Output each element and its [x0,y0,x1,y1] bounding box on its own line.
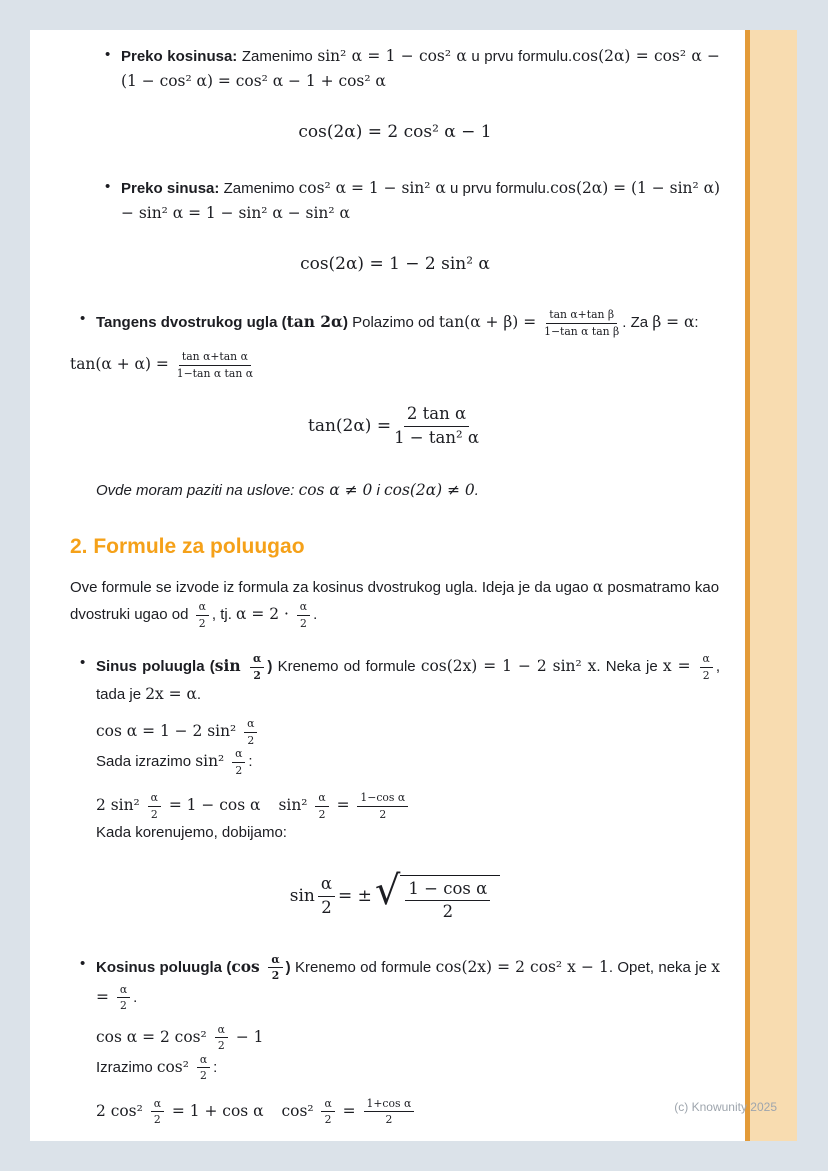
fraction-denominator: 2 [150,807,158,821]
math-run: cos² [156,1057,194,1076]
fraction-numerator: α [196,600,209,615]
fraction-denominator: 2 [120,999,127,1013]
fraction-numerator: α [117,983,130,998]
fraction-numerator: α [321,1097,334,1112]
fraction-denominator: 2 [299,616,307,630]
text-run: , tj. [211,606,237,624]
math-run: cos α = 1 − 2 sin² [96,722,242,741]
math-run: x = [96,957,720,1006]
fraction-numerator: α [250,652,264,667]
text-run: Zamenimo [219,180,299,198]
fraction-denominator: 2 [321,897,332,917]
math-run: cos(2x) = 2 cos² x − 1 [435,957,609,976]
bold-text-run: ) [267,658,273,676]
math-run: α [592,577,604,596]
math-run: 2x = α [145,685,197,704]
math-run: cos(2α) = cos² α − (1 − cos² α) = cos² α − 1 + cos² α [121,47,720,91]
fraction [318,874,335,918]
sin-derivation-group-2 [96,791,720,845]
derivation-line [96,791,720,821]
fraction-denominator: 2 [379,807,387,821]
fraction-denominator: 2 [247,733,255,747]
text-run: . [133,988,138,1006]
fraction [148,791,161,821]
derivation-line [96,717,720,747]
tan-derivation-line [70,350,720,380]
text-run: Krenemo od formule [272,658,421,676]
derivation-line [96,1023,720,1053]
text-run: . Opet, neka je [608,958,712,976]
formula-sin-half-angle [70,867,720,923]
math-run: 2 cos² [96,1101,148,1120]
text-run: Kada korenujemo, dobijamo: [96,824,287,842]
math-run: sin² α = 1 − cos² α [317,47,467,65]
fraction [394,404,479,448]
bold-text-run: ) [285,958,291,976]
text-run: . Neka je [596,658,663,676]
fraction [151,1097,164,1127]
cos-derivation-group-1 [96,1023,720,1083]
math-run: cos(2α) = 2 cos² α − 1 [298,121,492,142]
fraction [244,717,257,747]
text-run: posmatramo kao dvostruki ugao od [70,578,720,624]
fraction [268,953,282,983]
math-run: = ± [338,885,372,906]
fraction-numerator: 1+cos α [364,1097,415,1112]
margin-stripe [750,30,797,1141]
fraction-numerator: tan α+tan α [179,350,251,365]
math-run: cos α ≠ 0 [298,481,373,500]
fraction-numerator: α [700,652,713,667]
text-run: u prvu formulu. [445,180,551,198]
math-run: = 1 + cos α [166,1101,264,1120]
math-run: cos(2α) = 1 − 2 sin² α [300,253,490,274]
bold-math-run: sin [214,656,248,676]
fraction-numerator: α [232,747,245,762]
fraction-numerator: α [297,600,310,615]
math-run: cos(2α) = (1 − sin² α) − sin² α = 1 − sin² α − sin² α [121,179,721,223]
fraction [197,1053,210,1083]
bold-text-run: Kosinus poluugla ( [96,958,232,976]
fraction [405,879,490,923]
math-run: − 1 [230,1027,264,1046]
fraction [196,600,209,630]
conditions-note [96,478,720,503]
intro-paragraph [70,575,720,630]
bold-text-run: ) [342,314,348,332]
fraction-numerator: 1 − cos α [405,879,490,902]
math-run: = [337,1101,361,1120]
fraction-denominator: 2 [253,668,261,682]
math-run: = 1 − cos α [163,796,261,815]
fraction-denominator: 2 [318,807,326,821]
formula-cos2a-preko-kosinusa [70,119,720,147]
cos-derivation-group-2 [96,1097,720,1127]
math-run: sin [289,885,315,906]
text-run: : [248,753,253,771]
section-heading-formule-za-poluugao: 2. Formule za poluugao [70,534,305,558]
fraction-denominator: 2 [153,1113,161,1127]
math-run: 2 sin² [96,796,145,815]
text-run: . [313,606,318,624]
text-run: Krenemo od formule [290,958,436,976]
math-run: tan(α + α) = [70,355,174,374]
fraction-denominator: 1−tan α tan α [176,366,254,380]
document-content [70,44,720,1141]
text-run: Ove formule se izvode iz formula za kosinus dvostrukog ugla. Ideja je da ugao [70,578,593,596]
math-run: sin² [195,752,230,771]
fraction [321,1097,334,1127]
fraction [177,350,253,380]
fraction-numerator: α [197,1053,210,1068]
fraction [315,791,328,821]
fraction-numerator: α [244,717,257,732]
document-page [30,30,797,1141]
fraction [117,983,130,1013]
sin-derivation-group-1 [96,717,720,777]
bold-text-run: Preko kosinusa: [121,48,238,65]
bullet-item-tangens-dvostrukog-ugla [78,308,720,338]
derivation-line [96,1053,720,1083]
math-run: tan(2α) = [308,415,392,436]
formula-cos2a-preko-sinusa [70,251,720,279]
bullet-item-preko-sinusa [103,176,720,227]
fraction-denominator: 2 [271,969,280,983]
bullet-item-kosinus-poluugla [78,953,720,1013]
math-run: cos α = 2 cos² [96,1027,212,1046]
math-run: cos(2x) = 1 − 2 sin² x [420,657,597,676]
math-run: tan(α + β) = [438,313,542,332]
bullet-item-preko-kosinusa [103,44,720,95]
fraction-denominator: 2 [702,668,710,682]
text-run: , tada je [96,658,720,704]
fraction-denominator: 2 [217,1039,225,1053]
fraction-denominator: 1 − tan² α [394,427,479,447]
text-run: Zamenimo [237,48,318,65]
bold-text-run: Sinus poluugla ( [96,658,215,676]
text-run: . [474,482,479,500]
fraction-denominator: 2 [385,1113,393,1127]
derivation-line [96,747,720,777]
fraction-denominator: 1−tan α tan β [544,324,620,338]
fraction-numerator: α [215,1023,228,1038]
radical-sign: √ [374,867,401,914]
fraction-numerator: tan α+tan β [546,308,617,323]
text-run: . [196,686,202,704]
fraction [700,652,713,682]
formula-tan2a [70,404,720,448]
fraction [297,600,310,630]
text-run: . Za [622,314,653,332]
text-run: : [213,1058,218,1076]
math-run: cos² α = 1 − sin² α [298,179,446,198]
math-run: sin² [278,796,313,815]
fraction [215,1023,228,1053]
bold-text-run: Tangens dvostrukog ugla ( [96,314,287,332]
fraction-numerator: α [268,953,282,968]
radicand [400,875,500,923]
math-run: β = α [652,313,695,332]
fraction-numerator: α [318,874,335,897]
fraction [364,1097,415,1127]
fraction [357,791,408,821]
fraction [250,652,264,682]
text-run: i [372,482,385,500]
square-root [374,867,500,923]
derivation-line [96,821,720,845]
derivation-line [96,1097,720,1127]
text-run: Sada izrazimo [96,753,196,771]
fraction-numerator: α [315,791,328,806]
fraction [544,308,619,338]
fraction-numerator: α [148,791,161,806]
text-run: Polazimo od [347,314,439,332]
text-run: Ovde moram paziti na uslove: [96,482,299,500]
fraction-denominator: 2 [198,616,206,630]
fraction [232,747,245,777]
fraction-denominator: 2 [200,1069,207,1083]
fraction-denominator: 2 [324,1113,332,1127]
text-run: u prvu formulu. [466,48,573,65]
text-run: Izrazimo [96,1058,157,1076]
math-run: x = [662,657,697,676]
copyright-watermark: (c) Knowunity 2025 [674,1099,777,1114]
bold-math-run: cos [231,956,266,976]
bullet-item-sinus-poluugla [78,652,720,707]
math-run: α = 2 · [236,605,294,624]
text-run: : [694,314,699,332]
fraction-numerator: 1−cos α [357,791,408,806]
fraction-denominator: 2 [235,763,243,777]
math-run: = [331,796,355,815]
math-run: cos² [281,1101,319,1120]
bold-math-run: tan 2α [286,312,343,332]
math-run: cos(2α) ≠ 0 [384,481,475,500]
fraction-numerator: 2 tan α [404,404,469,427]
fraction-denominator: 2 [442,902,454,922]
bold-text-run: Preko sinusa: [121,180,220,198]
fraction-numerator: α [151,1097,164,1112]
